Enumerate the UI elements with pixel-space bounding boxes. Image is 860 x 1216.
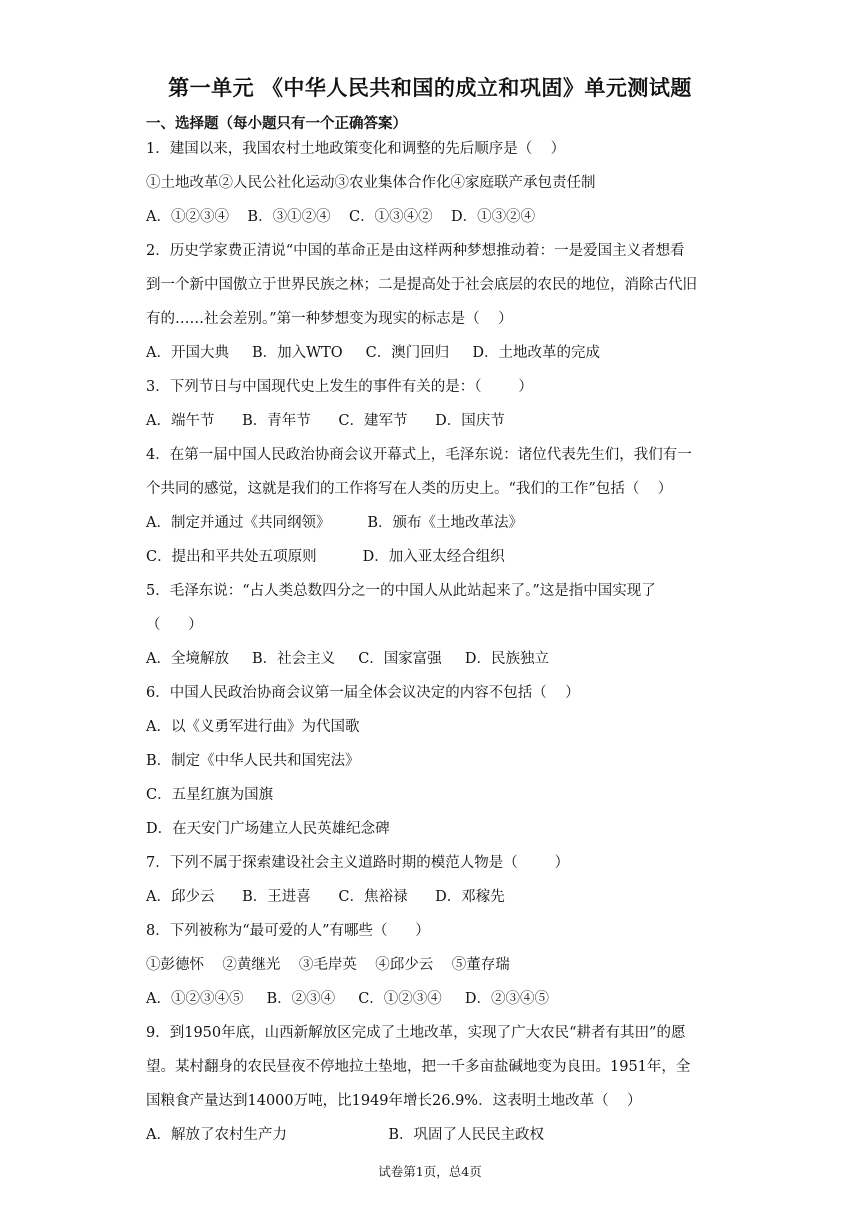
answer-options: A．开国大典 B．加入WTO C．澳门回归 D．土地改革的完成 bbox=[146, 345, 600, 361]
question-stem: 1．建国以来，我国农村土地政策变化和调整的先后顺序是（ ） bbox=[146, 141, 566, 157]
answer-options: A．①②③④⑤ B．②③④ C．①②③④ D．②③④⑤ bbox=[146, 991, 549, 1007]
question-stem-continued: （ ） bbox=[146, 617, 203, 633]
page-title: 第一单元 《中华人民共和国的成立和巩固》单元测试题 bbox=[168, 76, 692, 100]
question-stem: 7．下列不属于探索建设社会主义道路时期的模范人物是（ ） bbox=[146, 855, 570, 871]
question-stem: 8．下列被称为“最可爱的人”有哪些（ ） bbox=[146, 923, 430, 939]
question-stem-continued: 有的……社会差别。”第一种梦想变为现实的标志是（ ） bbox=[146, 311, 513, 327]
page-footer: 试卷第1页，总4页 bbox=[378, 1164, 482, 1179]
question-stem: 5．毛泽东说：“占人类总数四分之一的中国人从此站起来了。”这是指中国实现了 bbox=[146, 583, 656, 599]
section-heading: 一、选择题（每小题只有一个正确答案） bbox=[146, 116, 407, 132]
question-stem-continued: 望。某村翻身的农民昼夜不停地拉土垫地，把一千多亩盐碱地变为良田。1951年，全 bbox=[146, 1059, 691, 1075]
answer-options: A．邱少云 B．王进喜 C．焦裕禄 D．邓稼先 bbox=[146, 889, 505, 905]
answer-options: A．解放了农村生产力 B．巩固了人民民主政权 bbox=[146, 1127, 545, 1143]
answer-options: C．五星红旗为国旗 bbox=[146, 787, 274, 803]
answer-options: B．制定《中华人民共和国宪法》 bbox=[146, 753, 360, 769]
answer-options: D．在天安门广场建立人民英雄纪念碑 bbox=[146, 821, 390, 837]
question-stem: 6．中国人民政治协商会议第一届全体会议决定的内容不包括（ ） bbox=[146, 685, 580, 701]
question-stem-continued: 到一个新中国傲立于世界民族之林；二是提高处于社会底层的农民的地位，消除古代旧 bbox=[146, 277, 697, 293]
question-stem: 4．在第一届中国人民政治协商会议开幕式上，毛泽东说：诸位代表先生们，我们有一 bbox=[146, 447, 692, 463]
question-stem-continued: ①土地改革②人民公社化运动③农业集体合作化④家庭联产承包责任制 bbox=[146, 175, 596, 191]
question-stem-continued: 个共同的感觉，这就是我们的工作将写在人类的历史上。“我们的工作”包括（ ） bbox=[146, 481, 673, 497]
answer-options: A．端午节 B．青年节 C．建军节 D．国庆节 bbox=[146, 413, 505, 429]
question-stem: 3．下列节日与中国现代史上发生的事件有关的是：（ ） bbox=[146, 379, 533, 395]
answer-options: A．制定并通过《共同纲领》 B．颁布《土地改革法》 bbox=[146, 515, 523, 531]
answer-options: A．①②③④ B．③①②④ C．①③④② D．①③②④ bbox=[146, 209, 536, 225]
question-stem: 9．到1950年底，山西新解放区完成了土地改革，实现了广大农民“耕者有其田”的愿 bbox=[146, 1025, 686, 1041]
answer-options: A．以《义勇军进行曲》为代国歌 bbox=[146, 719, 360, 735]
question-stem-continued: 国粮食产量达到14000万吨，比1949年增长26.9%．这表明土地改革（ ） bbox=[146, 1093, 642, 1109]
question-stem-continued: ①彭德怀 ②黄继光 ③毛岸英 ④邱少云 ⑤董存瑞 bbox=[146, 957, 510, 973]
answer-options: C．提出和平共处五项原则 D．加入亚太经合组织 bbox=[146, 549, 505, 565]
question-stem: 2．历史学家费正清说“中国的革命正是由这样两种梦想推动着：一是爱国主义者想看 bbox=[146, 243, 685, 259]
answer-options: A．全境解放 B．社会主义 C．国家富强 D．民族独立 bbox=[146, 651, 549, 667]
